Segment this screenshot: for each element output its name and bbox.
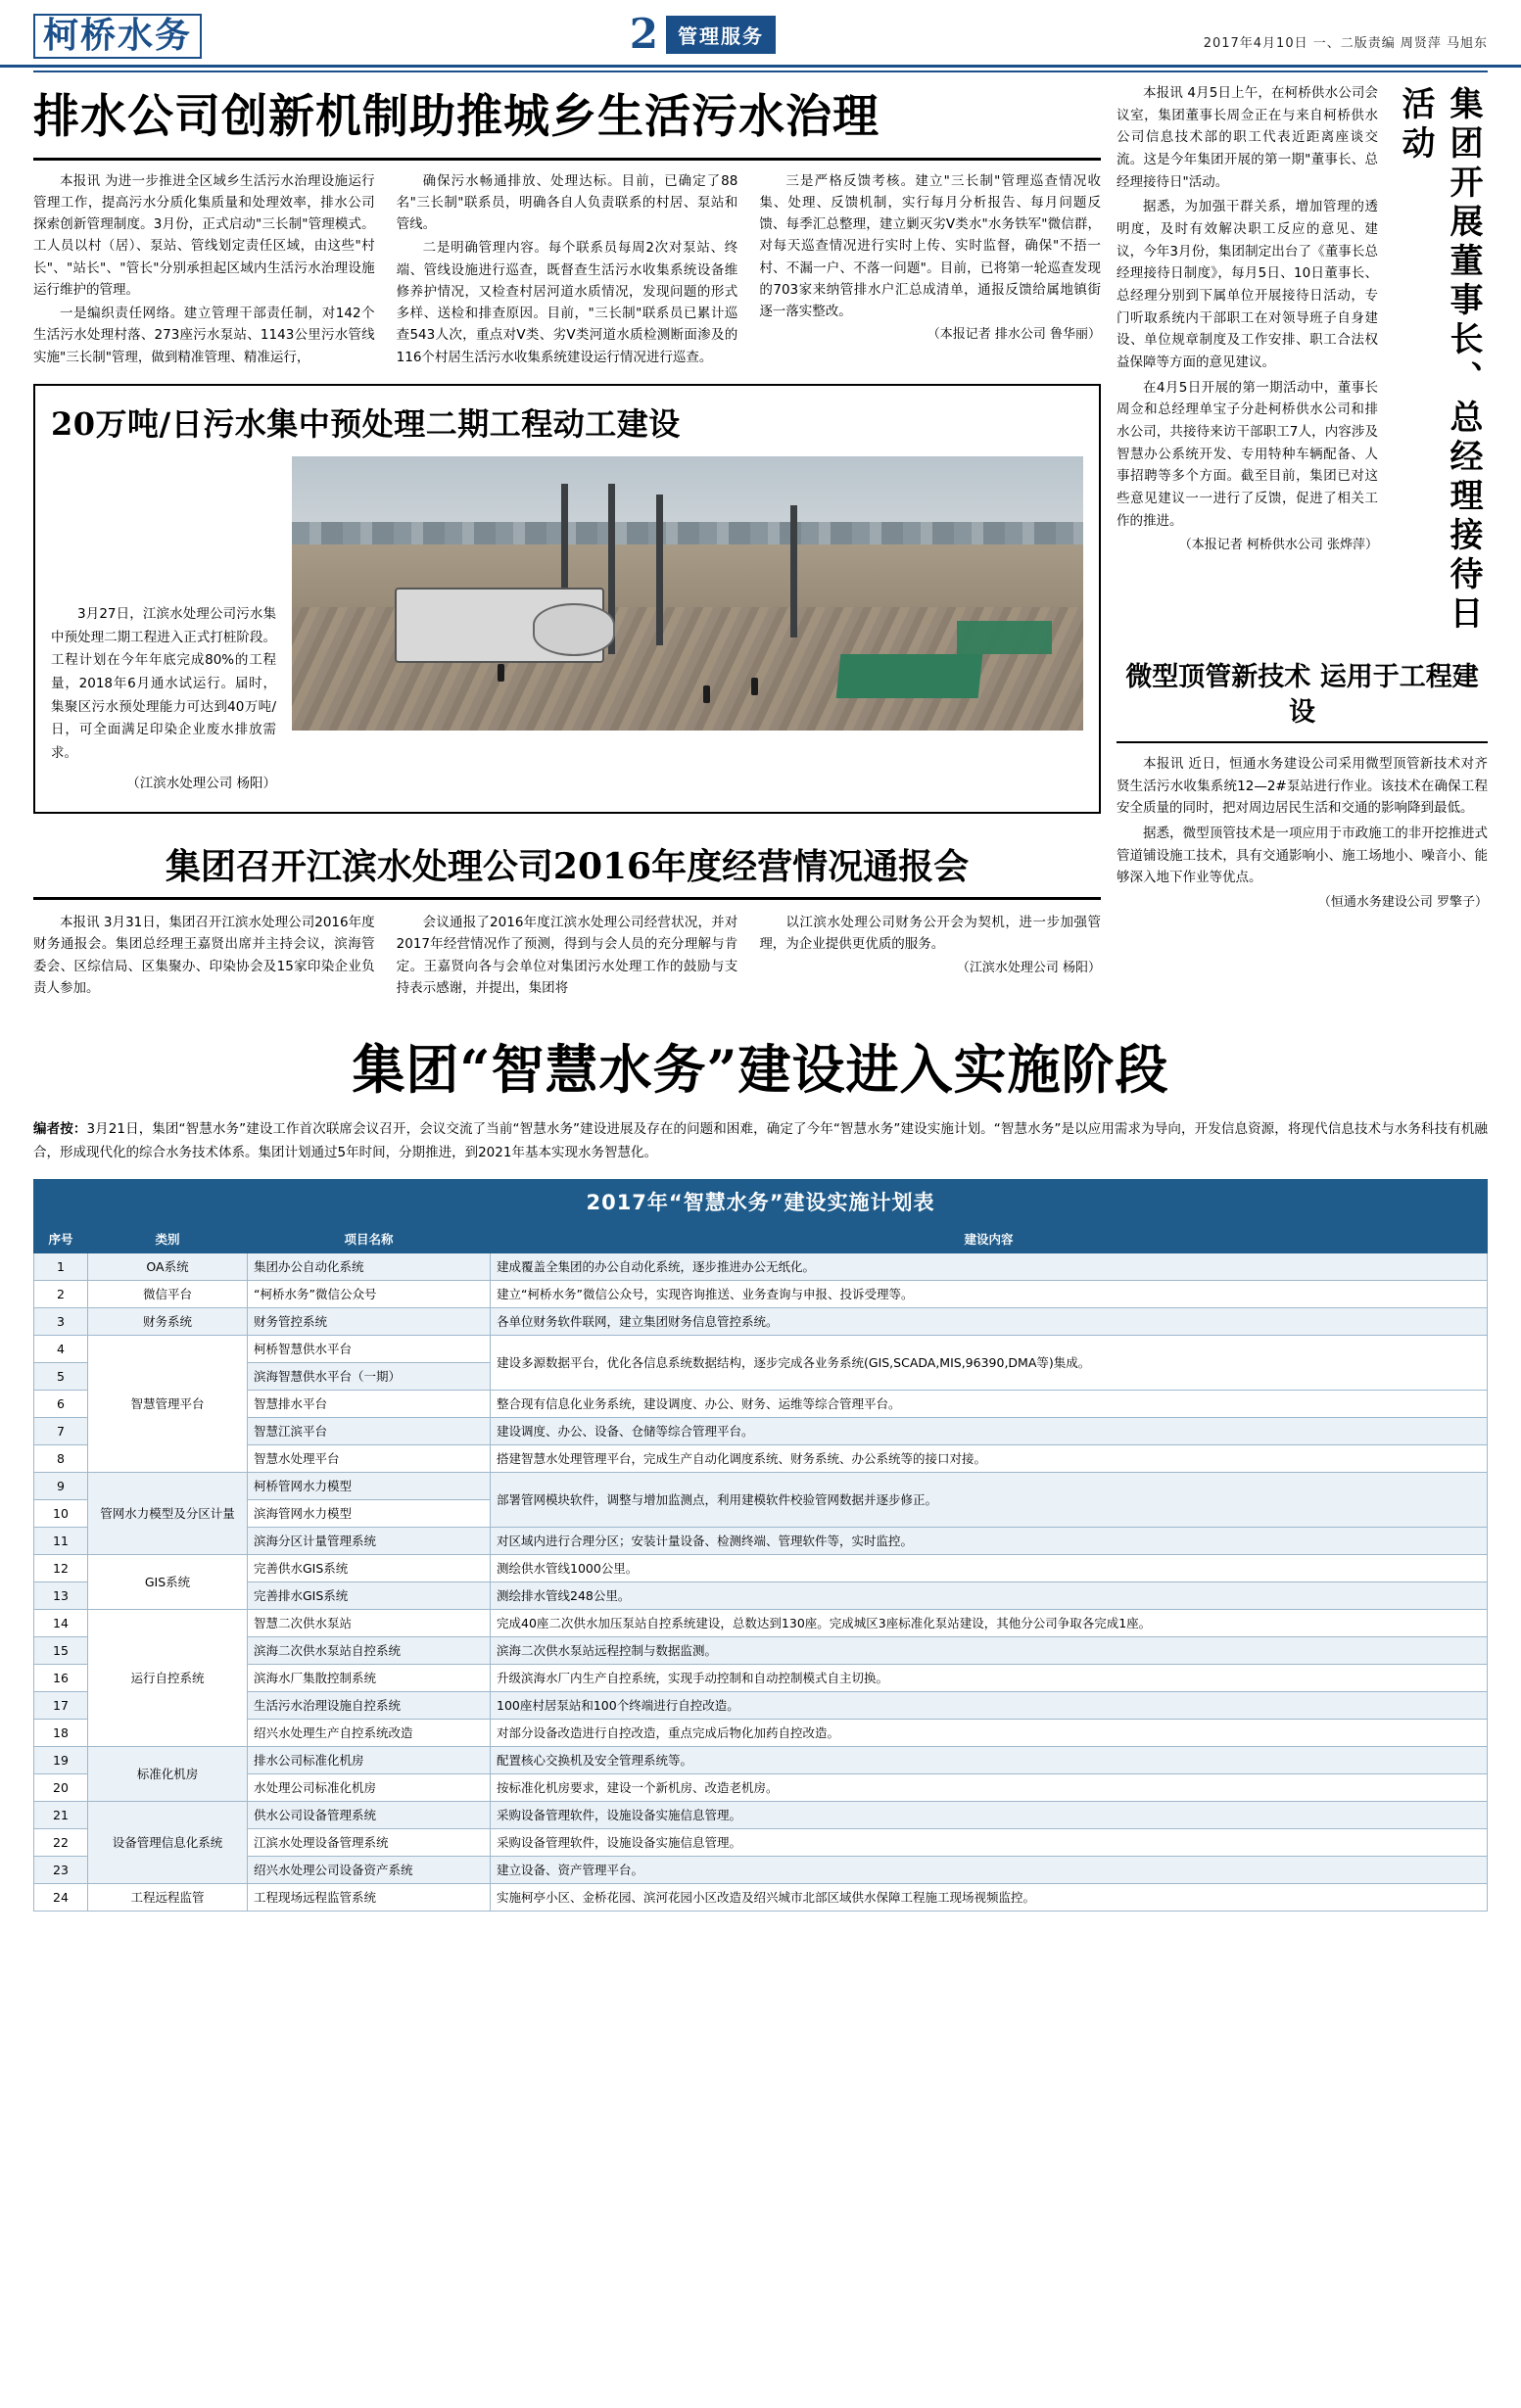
cell-project: 绍兴水处理生产自控系统改造 bbox=[248, 1719, 491, 1746]
cell-category: 运行自控系统 bbox=[88, 1609, 248, 1746]
cell-category: 标准化机房 bbox=[88, 1746, 248, 1801]
construction-site-photo bbox=[292, 456, 1083, 731]
feature-caption-text: 3月27日，江滨水处理公司污水集中预处理二期工程进入正式打桩阶段。工程计划在今年年底完成80%的工程量，2018年6月通水试运行。届时，集聚区污水预处理能力可达到40万吨/日，可全面满足印染企业废水排放需求。 bbox=[51, 606, 276, 761]
photo-skyline bbox=[292, 522, 1083, 546]
feature-box bbox=[33, 384, 1101, 814]
cell-project: 江滨水处理设备管理系统 bbox=[248, 1828, 491, 1856]
cell-category: 智慧管理平台 bbox=[88, 1335, 248, 1472]
photo-drill-rig bbox=[790, 505, 797, 637]
plan-table-caption: 2017年“智慧水务”建设实施计划表 bbox=[33, 1179, 1488, 1224]
photo-drill-rig bbox=[656, 495, 663, 645]
table-row bbox=[34, 1527, 1488, 1554]
cell-content: 按标准化机房要求，建设一个新机房、改造老机房。 bbox=[491, 1773, 1488, 1801]
right-column bbox=[1117, 82, 1488, 999]
cell-no: 14 bbox=[34, 1609, 88, 1636]
cell-project: 智慧排水平台 bbox=[248, 1390, 491, 1417]
plan-table-wrap bbox=[0, 1165, 1521, 1941]
cell-content: 建立“柯桥水务”微信公众号，实现咨询推送、业务查询与申报、投诉受理等。 bbox=[491, 1280, 1488, 1307]
cell-project: 智慧二次供水泵站 bbox=[248, 1609, 491, 1636]
table-row bbox=[34, 1746, 1488, 1773]
cell-category: 微信平台 bbox=[88, 1280, 248, 1307]
table-row bbox=[34, 1636, 1488, 1664]
cell-project: 绍兴水处理公司设备资产系统 bbox=[248, 1856, 491, 1883]
photo-worker bbox=[703, 685, 710, 703]
table-row bbox=[34, 1390, 1488, 1417]
cell-no: 15 bbox=[34, 1636, 88, 1664]
article1-p1: 本报讯 为进一步推进全区域乡生活污水治理设施运行管理工作，提高污水分质化集质量和处理效率，排水公司探索创新管理制度。3月份，正式启动"三长制"管理模式。工人员以村（居）、泵站、管线划定责任区域，由这些"村长"、"站长"、"管长"分别承担起区域内生活污水治理设施运行维护的管理。 bbox=[33, 172, 375, 298]
table-row bbox=[34, 1773, 1488, 1801]
table-row bbox=[34, 1856, 1488, 1883]
right-mini-p1: 本报讯 近日，恒通水务建设公司采用微型顶管新技术对齐贤生活污水收集系统12—2#泵站进行作业。该技术在确保工程安全质量的同时，把对周边居民生活和交通的影响降到最低。 bbox=[1117, 755, 1488, 817]
article3-headline: 集团“智慧水务”建设进入实施阶段 bbox=[352, 1038, 1169, 1102]
editor-note bbox=[0, 1117, 1521, 1165]
table-row bbox=[34, 1417, 1488, 1444]
article1-p2: 一是编织责任网络。建立管理干部责任制，对142个生活污水处理村落、273座污水泵站、1143公里污水管线实施"三长制"管理，做到精准管理、精准运行， bbox=[33, 306, 375, 365]
cell-project: 滨海二次供水泵站自控系统 bbox=[248, 1636, 491, 1664]
editor-note-text: 3月21日，集团“智慧水务”建设工作首次联席会议召开，会议交流了当前“智慧水务”建设进展及存在的问题和困难，确定了今年“智慧水务”建设实施计划。“智慧水务”是以应用需求为导向，开发信息资源，将现代信息技术与水务科技有机融合，形成现代化的综合水务技术体系。集团计划通过5年时间，分期推进，到2021年基本实现水务智慧化。 bbox=[33, 1121, 1489, 1161]
cell-content: 整合现有信息化业务系统，建设调度、办公、财务、运维等综合管理平台。 bbox=[491, 1390, 1488, 1417]
article1-byline: （本报记者 排水公司 鲁华丽） bbox=[927, 327, 1101, 343]
cell-content: 实施柯亭小区、金桥花园、滨河花园小区改造及绍兴城市北部区域供水保障工程施工现场视频监控。 bbox=[491, 1883, 1488, 1911]
feature-title: 20万吨/日污水集中预处理二期工程动工建设 bbox=[51, 405, 681, 444]
cell-no: 23 bbox=[34, 1856, 88, 1883]
table-row bbox=[34, 1554, 1488, 1582]
cell-no: 22 bbox=[34, 1828, 88, 1856]
table-row bbox=[34, 1691, 1488, 1719]
cell-no: 13 bbox=[34, 1582, 88, 1609]
cell-no: 16 bbox=[34, 1664, 88, 1691]
cell-category: 设备管理信息化系统 bbox=[88, 1801, 248, 1883]
article2-p2: 会议通报了2016年度江滨水处理公司经营状况，并对2017年经营情况作了预测，得到与会人员的充分理解与肯定。王嘉贤向各与会单位对集团污水处理工作的鼓励与支持表示感谢，并提出，集团将 bbox=[396, 915, 738, 996]
article1-body bbox=[33, 170, 1101, 368]
th-project: 项目名称 bbox=[248, 1224, 491, 1252]
article1-p5: 三是严格反馈考核。建立"三长制"管理巡查情况收集、处理、反馈机制，实行每月分析报告、每月问题反馈、每季汇总整理，建立剿灭劣V类水"水务铁军"微信群，对每天巡查情况进行实时上传、实时监督，确保"不捂一村、不漏一户、不落一问题"。目前，已将第一轮巡查发现的703家来纳管排水户汇总成清单，通报反馈给属地镇街逐一落实整改。 bbox=[759, 172, 1101, 320]
masthead-center bbox=[202, 10, 1204, 59]
article2-rule bbox=[33, 897, 1101, 900]
cell-no: 1 bbox=[34, 1252, 88, 1280]
cell-content: 升级滨海水厂内生产自控系统，实现手动控制和自动控制模式自主切换。 bbox=[491, 1664, 1488, 1691]
photo-cement-truck bbox=[395, 588, 604, 663]
right-p1: 本报讯 4月5日上午，在柯桥供水公司会议室，集团董事长周佥正在与来自柯桥供水公司信息技术部的职工代表近距离座谈交流。这是今年集团开展的第一期"董事长、总经理接待日"活动。 bbox=[1117, 85, 1378, 190]
cell-no: 24 bbox=[34, 1883, 88, 1911]
cell-project: 财务管控系统 bbox=[248, 1307, 491, 1335]
cell-content: 对部分设备改造进行自控改造，重点完成后物化加药自控改造。 bbox=[491, 1719, 1488, 1746]
table-row bbox=[34, 1335, 1488, 1362]
article1-p3: 确保污水畅通排放、处理达标。目前，已确定了88名"三长制"联系员，明确各自人负责联系的村居、泵站和管线。 bbox=[396, 172, 738, 233]
article2-p1: 本报讯 3月31日，集团召开江滨水处理公司2016年度财务通报会。集团总经理王嘉贤出席并主持会议，滨海管委会、区综信局、区集聚办、印染协会及15家印染企业负责人参加。 bbox=[33, 915, 375, 996]
cell-no: 10 bbox=[34, 1499, 88, 1527]
article1-headline: 排水公司创新机制助推城乡生活污水治理 bbox=[33, 90, 879, 144]
cell-project: 滨海水厂集散控制系统 bbox=[248, 1664, 491, 1691]
cell-project: 工程现场远程监管系统 bbox=[248, 1883, 491, 1911]
cell-project: 滨海智慧供水平台（一期） bbox=[248, 1362, 491, 1390]
right-byline-2: （恒通水务建设公司 罗擎子） bbox=[1317, 894, 1488, 910]
cell-category: 管网水力模型及分区计量 bbox=[88, 1472, 248, 1554]
cell-content: 测绘供水管线1000公里。 bbox=[491, 1554, 1488, 1582]
table-row bbox=[34, 1801, 1488, 1828]
table-row bbox=[34, 1719, 1488, 1746]
right-vertical-headline: 集团开展董事长、总经理接待日活动 bbox=[1396, 86, 1483, 635]
table-row bbox=[34, 1883, 1488, 1911]
table-row bbox=[34, 1609, 1488, 1636]
right-mini-body bbox=[1117, 753, 1488, 914]
photo-green-tarp bbox=[835, 654, 982, 698]
right-p2: 据悉，为加强干群关系，增加管理的透明度，及时有效解决职工反应的意见、建议，今年3月份，集团制定出台了《董事长总经理接待日制度》，每月5日、10日董事长、总经理分别到下属单位开展接待日活动，专门听取系统内干部职工在对领导班子自身建设、单位规章制度及工作安排、职工合法权益保障等方面的意见建议。 bbox=[1117, 199, 1378, 371]
cell-content: 部署管网模块软件，调整与增加监测点，利用建模软件校验管网数据并逐步修正。 bbox=[491, 1472, 1488, 1527]
feature-caption-sig: （江滨水处理公司 杨阳） bbox=[126, 776, 276, 792]
cell-project: 完善供水GIS系统 bbox=[248, 1554, 491, 1582]
th-category: 类别 bbox=[88, 1224, 248, 1252]
article2-headline: 集团召开江滨水处理公司2016年度经营情况通报会 bbox=[165, 846, 970, 888]
cell-project: 生活污水治理设施自控系统 bbox=[248, 1691, 491, 1719]
masthead-info: 2017年4月10日 一、二版责编 周贤萍 马旭东 bbox=[1203, 36, 1488, 51]
cell-no: 8 bbox=[34, 1444, 88, 1472]
cell-content: 建设多源数据平台，优化各信息系统数据结构，逐步完成各业务系统(GIS,SCADA,MIS,96390,DMA等)集成。 bbox=[491, 1335, 1488, 1390]
cell-no: 3 bbox=[34, 1307, 88, 1335]
right-mini-p2: 据悉，微型顶管技术是一项应用于市政施工的非开挖推进式管道铺设施工技术，具有交通影响小、施工场地小、噪音小、能够深入地下作业等优点。 bbox=[1117, 825, 1488, 886]
publication-logo: 柯桥水务 bbox=[33, 14, 202, 59]
cell-project: 水处理公司标准化机房 bbox=[248, 1773, 491, 1801]
cell-content: 建立设备、资产管理平台。 bbox=[491, 1856, 1488, 1883]
cell-no: 9 bbox=[34, 1472, 88, 1499]
cell-no: 5 bbox=[34, 1362, 88, 1390]
cell-category: GIS系统 bbox=[88, 1554, 248, 1609]
page-number: 2 bbox=[629, 10, 658, 58]
cell-content: 采购设备管理软件，设施设备实施信息管理。 bbox=[491, 1801, 1488, 1828]
cell-project: 智慧水处理平台 bbox=[248, 1444, 491, 1472]
cell-project: 集团办公自动化系统 bbox=[248, 1252, 491, 1280]
table-row bbox=[34, 1828, 1488, 1856]
cell-no: 20 bbox=[34, 1773, 88, 1801]
right-byline-1: （本报记者 柯桥供水公司 张烨萍） bbox=[1178, 538, 1378, 553]
cell-project: 滨海管网水力模型 bbox=[248, 1499, 491, 1527]
table-row bbox=[34, 1280, 1488, 1307]
feature-body bbox=[51, 456, 1083, 796]
cell-project: 柯桥智慧供水平台 bbox=[248, 1335, 491, 1362]
section-tag: 管理服务 bbox=[666, 16, 776, 54]
table-row bbox=[34, 1307, 1488, 1335]
cell-content: 建成覆盖全集团的办公自动化系统，逐步推进办公无纸化。 bbox=[491, 1252, 1488, 1280]
cell-project: 完善排水GIS系统 bbox=[248, 1582, 491, 1609]
cell-no: 19 bbox=[34, 1746, 88, 1773]
cell-content: 搭建智慧水处理管理平台，完成生产自动化调度系统、财务系统、办公系统等的接口对接。 bbox=[491, 1444, 1488, 1472]
cell-project: “柯桥水务”微信公众号 bbox=[248, 1280, 491, 1307]
cell-project: 智慧江滨平台 bbox=[248, 1417, 491, 1444]
cell-no: 7 bbox=[34, 1417, 88, 1444]
cell-project: 排水公司标准化机房 bbox=[248, 1746, 491, 1773]
table-row bbox=[34, 1252, 1488, 1280]
cell-no: 11 bbox=[34, 1527, 88, 1554]
right-p3: 在4月5日开展的第一期活动中，董事长周佥和总经理单宝子分赴柯桥供水公司和排水公司，共接待来访干部职工7人，内容涉及智慧办公系统开发、专用特种车辆配备、人事招聘等多个方面。截至目前，集团已对这些意见建议一一进行了反馈，促进了相关工作的推进。 bbox=[1117, 379, 1378, 529]
cell-content: 滨海二次供水泵站远程控制与数据监测。 bbox=[491, 1636, 1488, 1664]
cell-content: 完成40座二次供水加压泵站自控系统建设，总数达到130座。完成城区3座标准化泵站建设，其他分公司争取各完成1座。 bbox=[491, 1609, 1488, 1636]
photo-worker bbox=[498, 664, 504, 682]
cell-project: 滨海分区计量管理系统 bbox=[248, 1527, 491, 1554]
cell-no: 12 bbox=[34, 1554, 88, 1582]
plan-table bbox=[33, 1179, 1488, 1912]
table-row bbox=[34, 1444, 1488, 1472]
table-header-row bbox=[34, 1224, 1488, 1252]
table-row bbox=[34, 1472, 1488, 1499]
article2-p3: 以江滨水处理公司财务公开会为契机，进一步加强管理，为企业提供更优质的服务。 bbox=[759, 915, 1101, 953]
cell-category: OA系统 bbox=[88, 1252, 248, 1280]
article2-body bbox=[33, 912, 1101, 999]
cell-content: 配置核心交换机及安全管理系统等。 bbox=[491, 1746, 1488, 1773]
cell-content: 对区域内进行合理分区；安装计量设备、检测终端、管理软件等，实时监控。 bbox=[491, 1527, 1488, 1554]
article1-p4: 二是明确管理内容。每个联系员每周2次对泵站、终端、管线设施进行巡查，既督查生活污水收集系统设备维修养护情况，又检查村居河道水质情况，发现问题的形式多样、送检和排查原因。目前，"三长制"联系员已累计巡查543人次，重点对V类、劣V类河道水质检测断面渗及的116个村居生活污水收集系统建设运行情况进行巡查。 bbox=[396, 240, 738, 365]
cell-no: 17 bbox=[34, 1691, 88, 1719]
table-body bbox=[34, 1252, 1488, 1911]
th-no: 序号 bbox=[34, 1224, 88, 1252]
cell-no: 4 bbox=[34, 1335, 88, 1362]
left-column bbox=[33, 82, 1101, 999]
photo-worker bbox=[751, 678, 758, 695]
masthead bbox=[0, 0, 1521, 68]
cell-content: 100座村居泵站和100个终端进行自控改造。 bbox=[491, 1691, 1488, 1719]
cell-no: 6 bbox=[34, 1390, 88, 1417]
cell-content: 建设调度、办公、设备、仓储等综合管理平台。 bbox=[491, 1417, 1488, 1444]
cell-content: 采购设备管理软件，设施设备实施信息管理。 bbox=[491, 1828, 1488, 1856]
article1-rule bbox=[33, 158, 1101, 161]
editor-note-tag: 编者按： bbox=[33, 1121, 87, 1138]
right-mini-rule bbox=[1117, 741, 1488, 743]
cell-project: 供水公司设备管理系统 bbox=[248, 1801, 491, 1828]
right-mini-headline: 微型顶管新技术 运用于工程建设 bbox=[1125, 662, 1479, 729]
cell-no: 2 bbox=[34, 1280, 88, 1307]
table-row bbox=[34, 1582, 1488, 1609]
table-row bbox=[34, 1664, 1488, 1691]
cell-category: 工程远程监管 bbox=[88, 1883, 248, 1911]
cell-content: 测绘排水管线248公里。 bbox=[491, 1582, 1488, 1609]
cell-category: 财务系统 bbox=[88, 1307, 248, 1335]
th-content: 建设内容 bbox=[491, 1224, 1488, 1252]
photo-green-tarp bbox=[957, 621, 1052, 654]
cell-no: 18 bbox=[34, 1719, 88, 1746]
cell-content: 各单位财务软件联网，建立集团财务信息管控系统。 bbox=[491, 1307, 1488, 1335]
body-wrap bbox=[0, 72, 1521, 999]
feature-caption bbox=[51, 456, 276, 796]
article2-byline: （江滨水处理公司 杨阳） bbox=[956, 960, 1101, 975]
cell-project: 柯桥管网水力模型 bbox=[248, 1472, 491, 1499]
cell-no: 21 bbox=[34, 1801, 88, 1828]
